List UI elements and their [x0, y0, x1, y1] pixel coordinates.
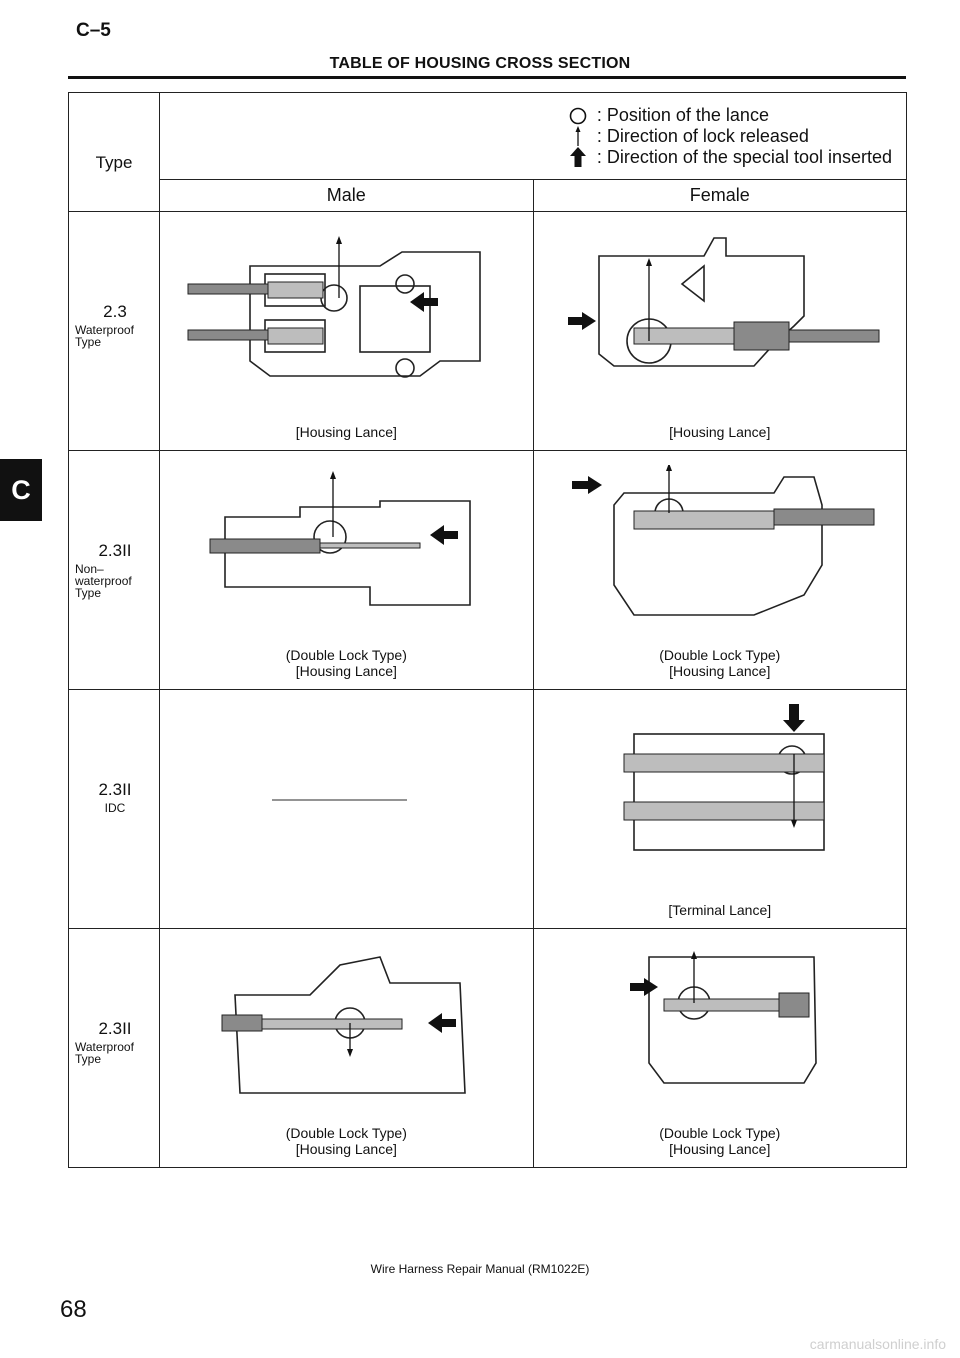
female-cell — [533, 690, 906, 929]
female-cell — [533, 929, 906, 1168]
legend-text: : Direction of lock released — [596, 126, 809, 146]
table-row — [69, 451, 907, 690]
page-number: 68 — [60, 1296, 87, 1323]
type-sublabel: IDC — [104, 801, 126, 815]
type-sublabel: Non– waterproof Type — [75, 562, 132, 600]
page-code: C–5 — [76, 20, 111, 41]
female-cell — [533, 451, 906, 690]
female-column-header: Female — [533, 180, 906, 212]
male-caption: (Double Lock Type) [Housing Lance] — [285, 1125, 407, 1157]
legend-lock-direction — [565, 126, 892, 147]
type-header: Type — [95, 153, 133, 172]
type-sublabel: Waterproof Type — [75, 323, 134, 349]
type-label: 2.3II — [98, 541, 132, 560]
female-caption: [Terminal Lance] — [668, 902, 772, 918]
type-sublabel: Waterproof Type — [75, 1040, 134, 1066]
legend-text: : Direction of the special tool inserted — [596, 147, 892, 167]
type-cell — [69, 690, 160, 929]
male-waterproof-ii-connector-diagram — [180, 943, 513, 1113]
type-header-cell — [69, 93, 160, 212]
female-cell — [533, 212, 906, 451]
footer: Wire Harness Repair Manual (RM1022E) — [370, 1262, 590, 1276]
table-row — [69, 690, 907, 929]
female-waterproof-ii-connector-diagram — [554, 943, 887, 1113]
female-idc-connector-diagram — [554, 704, 887, 874]
page-title: TABLE OF HOUSING CROSS SECTION — [329, 55, 631, 72]
male-caption: [Housing Lance] — [295, 424, 397, 440]
male-cell — [160, 451, 533, 690]
legend-text: : Position of the lance — [596, 105, 769, 125]
female-caption: (Double Lock Type) [Housing Lance] — [659, 647, 781, 679]
male-nonwaterproof-connector-diagram — [180, 465, 513, 635]
male-caption: (Double Lock Type) [Housing Lance] — [285, 647, 407, 679]
male-cell — [160, 690, 533, 929]
bold-arrow-up-icon — [565, 147, 591, 168]
watermark: carmanualsonline.info — [809, 1336, 946, 1352]
type-label: 2.3 — [103, 302, 127, 321]
type-cell — [69, 212, 160, 451]
table-row — [69, 929, 907, 1168]
legend-lance-position — [565, 105, 892, 126]
table-row — [69, 212, 907, 451]
type-cell — [69, 929, 160, 1168]
male-cell — [160, 929, 533, 1168]
male-cell — [160, 212, 533, 451]
type-cell — [69, 451, 160, 690]
female-nonwaterproof-connector-diagram — [554, 465, 887, 635]
type-label: 2.3II — [98, 1019, 132, 1038]
female-caption: (Double Lock Type) [Housing Lance] — [659, 1125, 781, 1157]
section-tab[interactable]: C — [0, 459, 42, 521]
type-label: 2.3II — [98, 780, 132, 799]
legend — [565, 105, 892, 168]
male-waterproof-connector-diagram — [180, 226, 513, 396]
female-caption: [Housing Lance] — [669, 424, 771, 440]
female-waterproof-connector-diagram — [554, 226, 887, 396]
thin-arrow-up-icon — [565, 126, 591, 147]
title-rule — [68, 76, 906, 79]
housing-table — [68, 92, 907, 1168]
male-idc-not-applicable-line — [180, 704, 513, 874]
legend-cell — [160, 93, 907, 180]
legend-tool-direction — [565, 147, 892, 168]
male-column-header: Male — [160, 180, 533, 212]
circle-icon — [565, 105, 591, 126]
